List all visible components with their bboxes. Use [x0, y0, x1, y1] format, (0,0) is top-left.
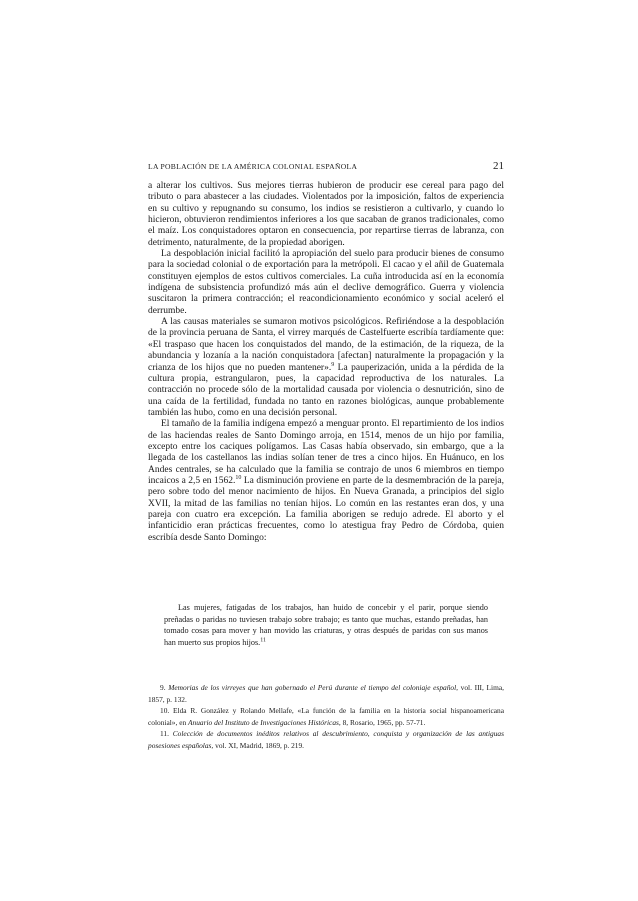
paragraph-4-text-b: La disminución proviene en parte de la desmembración de la pareja, pero sobre todo del menor nacimiento de hijos. En Nueva Granada, a principios del siglo XVII, la mitad de las familias no tenían hijos. Lo común en las restantes eran dos, y una pareja con cuatro era excepción. La familia aborigen se redujo adrede. El aborto y el infanticidio eran prácticas frecuentes, como lo atestigua fray Pedro de Córdoba, quien escribía desde Santo Domingo:	[148, 475, 504, 543]
footnote-10-title: Anuario del Instituto de Investigaciones Históricas,	[188, 717, 341, 727]
footnote-11-number: 11.	[160, 729, 169, 738]
footnote-ref-9: 9	[331, 361, 335, 368]
body-text	[148, 181, 504, 544]
footnote-11-title: Colección de documentos inéditos relativos al descubrimiento, conquista y organización de las antiguas posesiones españolas,	[148, 729, 504, 750]
block-quote	[164, 602, 488, 649]
running-head	[148, 160, 504, 172]
footnote-10	[148, 705, 504, 728]
paragraph-1: a alterar los cultivos. Sus mejores tierras hubieron de producir ese cereal para pago del tributo o para abastecer a las ciudades. Violentados por la imposición, faltos de experiencia en su cultivo y repugnando su consumo, los indios se resistieron a cultivarlo, y cuando lo hicieron, obtuvieron rendimientos inferiores a los que sacaban de granos tradicionales, como el maíz. Los conquistadores optaron en consecuencia, por repartirse tierras de labranza, con detrimento, naturalmente, de la propiedad aborigen.	[148, 181, 504, 248]
block-quote-text: Las mujeres, fatigadas de los trabajos, han huido de concebir y el parir, porque siendo preñadas o paridas no tuviesen trabajo sobre trabajo; es tanto que muchas, estando preñadas, han tomado cosas para mover y han movido las criaturas, y otras después de paridas con sus manos han muerto sus propios hijos.	[164, 603, 488, 648]
paragraph-4	[148, 419, 504, 544]
footnote-10-rest: 8, Rosario, 1965, pp. 57-71.	[340, 717, 426, 727]
paragraph-4-text-a: El tamaño de la familia indígena empezó a menguar pronto. El repartimiento de los indios de las haciendas reales de Santo Domingo arroja, en 1514, menos de un hijo por familia, excepto entre los caciques polígamos. Las Casas había observado, sin embargo, que a la llegada de los castellanos las indias solían tener de tres a cinco hijos. En Huánuco, en los Andes centrales, se ha calculado que la familia se contrajo de unos 6 miembros en tiempo incaicos a 2,5 en 1562.	[148, 419, 504, 486]
paragraph-3	[148, 317, 504, 419]
footnote-10-authors: Elda R. González y Rolando Mellafe, «La función de la familia en la historia social hispanoamericana colonial», en	[148, 706, 504, 727]
paragraph-3-text-b: La pauperización, unida a la pérdida de la cultura propia, estrangularon, pues, la capacidad reproductiva de los naturales. La contracción no procede sólo de la mortalidad causada por violencia o desnutrición, sino de una caída de la fertilidad, fundada no tanto en razones biológicas, aunque probablemente también las hubo, como en una decisión personal.	[148, 362, 504, 418]
footnote-ref-11: 11	[260, 637, 266, 644]
footnote-ref-10: 10	[235, 474, 242, 481]
paragraph-3-text-a: A las causas materiales se sumaron motivos psicológicos. Refiriéndose a la despoblación de la provincia peruana de Santa, el virrey marqués de Castelfuerte escribía tardíamente que: «El traspaso que hacen los conquistados del mando, de la estimación, de la riqueza, de la abundancia y lozanía a la nación conquistadora [afectan] naturalmente la propagación y la crianza de los hijos que no pueden mantener».	[148, 317, 504, 373]
footnote-9-title: Memorias de los virreyes que han gobernado el Perú durante el tiempo del coloniaje español,	[168, 683, 458, 692]
footnote-9-number: 9.	[160, 683, 166, 692]
running-title: LA POBLACIÓN DE LA AMÉRICA COLONIAL ESPAÑOLA	[148, 162, 358, 171]
footnotes	[148, 682, 504, 751]
footnote-11-rest: vol. XI, Madrid, 1869, p. 219.	[213, 740, 305, 750]
footnote-9	[148, 682, 504, 705]
page-number: 21	[493, 160, 504, 172]
footnote-10-number: 10.	[160, 706, 170, 715]
paragraph-2: La despoblación inicial facilitó la apropiación del suelo para producir bienes de consumo para la sociedad colonial o de exportación para la metrópoli. El cacao y el añil de Guatemala constituyen ejemplos de estos cultivos comerciales. La cuña introducida así en la economía indígena de subsistencia profundizó más aún el declive demográfico. Guerra y violencia suscitaron la primera contracción; el reacondicionamiento económico y social aceleró el derrumbe.	[148, 249, 504, 316]
footnote-11	[148, 728, 504, 751]
footnote-9-rest: vol. III, Lima, 1857, p. 132.	[148, 683, 504, 704]
